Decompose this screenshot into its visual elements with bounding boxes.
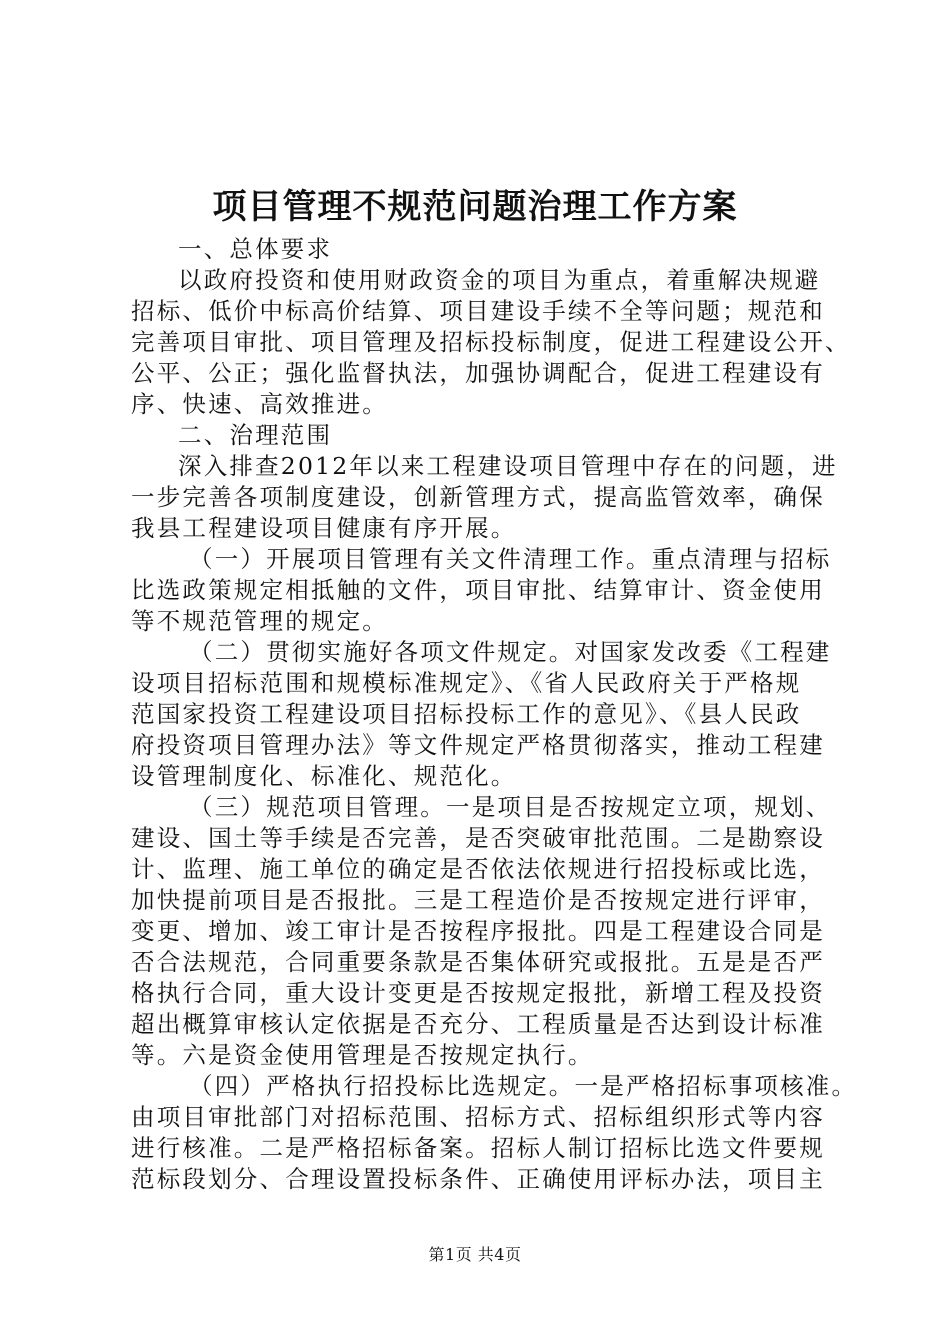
paragraph-line: 超出概算审核认定依据是否充分、工程质量是否达到设计标准: [131, 1010, 825, 1038]
paragraph-line: 一步完善各项制度建设，创新管理方式，提高监管效率，确保: [131, 483, 825, 511]
paragraph-line: 设项目招标范围和规模标准规定》、《省人民政府关于严格规: [131, 669, 802, 697]
paragraph-line: 等不规范管理的规定。: [131, 607, 388, 635]
paragraph-line: 加快提前项目是否报批。三是工程造价是否按规定进行评审，: [131, 886, 825, 914]
paragraph-line: 由项目审批部门对招标范围、招标方式、招标组织形式等内容: [131, 1103, 825, 1131]
paragraph-line: 完善项目审批、项目管理及招标投标制度，促进工程建设公开、: [131, 328, 851, 356]
page-number-footer: 第1页 共4页: [428, 1245, 522, 1264]
paragraph-line: 否合法规范，合同重要条款是否集体研究或报批。五是是否严: [131, 948, 825, 976]
paragraph-line: （四）严格执行招投标比选规定。一是严格招标事项核准。: [189, 1072, 858, 1100]
document-title: 项目管理不规范问题治理工作方案: [212, 187, 738, 227]
paragraph-line: 招标、低价中标高价结算、项目建设手续不全等问题；规范和: [131, 297, 825, 325]
paragraph-line: 计、监理、施工单位的确定是否依法依规进行招投标或比选，: [131, 855, 825, 883]
paragraph-line: 范标段划分、合理设置投标条件、正确使用评标办法，项目主: [131, 1165, 825, 1193]
paragraph-line: 深入排查2012年以来工程建设项目管理中存在的问题，进: [178, 452, 838, 480]
paragraph-line: 我县工程建设项目健康有序开展。: [131, 514, 517, 542]
paragraph-line: 范国家投资工程建设项目招标投标工作的意见》、《县人民政: [131, 700, 802, 728]
paragraph-line: 序、快速、高效推进。: [131, 390, 388, 418]
document-body: [131, 234, 858, 1195]
paragraph-line: 以政府投资和使用财政资金的项目为重点，着重解决规避: [178, 266, 821, 294]
paragraph-line: 进行核准。二是严格招标备案。招标人制订招标比选文件要规: [131, 1134, 825, 1162]
paragraph-line: 等。六是资金使用管理是否按规定执行。: [131, 1041, 594, 1069]
paragraph-line: 府投资项目管理办法》等文件规定严格贯彻落实，推动工程建: [131, 731, 825, 759]
paragraph-line: （三）规范项目管理。一是项目是否按规定立项，规划、: [189, 793, 832, 821]
paragraph-line: 建设、国土等手续是否完善，是否突破审批范围。二是勘察设: [131, 824, 825, 852]
paragraph-line: （一）开展项目管理有关文件清理工作。重点清理与招标: [189, 545, 832, 573]
paragraph-line: 变更、增加、竣工审计是否按程序报批。四是工程建设合同是: [131, 917, 825, 945]
section-heading: 一、总体要求: [178, 235, 333, 263]
paragraph-line: 设管理制度化、标准化、规范化。: [131, 762, 517, 790]
paragraph-line: 比选政策规定相抵触的文件，项目审批、结算审计、资金使用: [131, 576, 825, 604]
paragraph-line: 公平、公正；强化监督执法，加强协调配合，促进工程建设有: [131, 359, 825, 387]
paragraph-line: （二）贯彻实施好各项文件规定。对国家发改委《工程建: [189, 638, 832, 666]
paragraph-line: 格执行合同，重大设计变更是否按规定报批，新增工程及投资: [131, 979, 825, 1007]
section-heading: 二、治理范围: [178, 421, 333, 449]
